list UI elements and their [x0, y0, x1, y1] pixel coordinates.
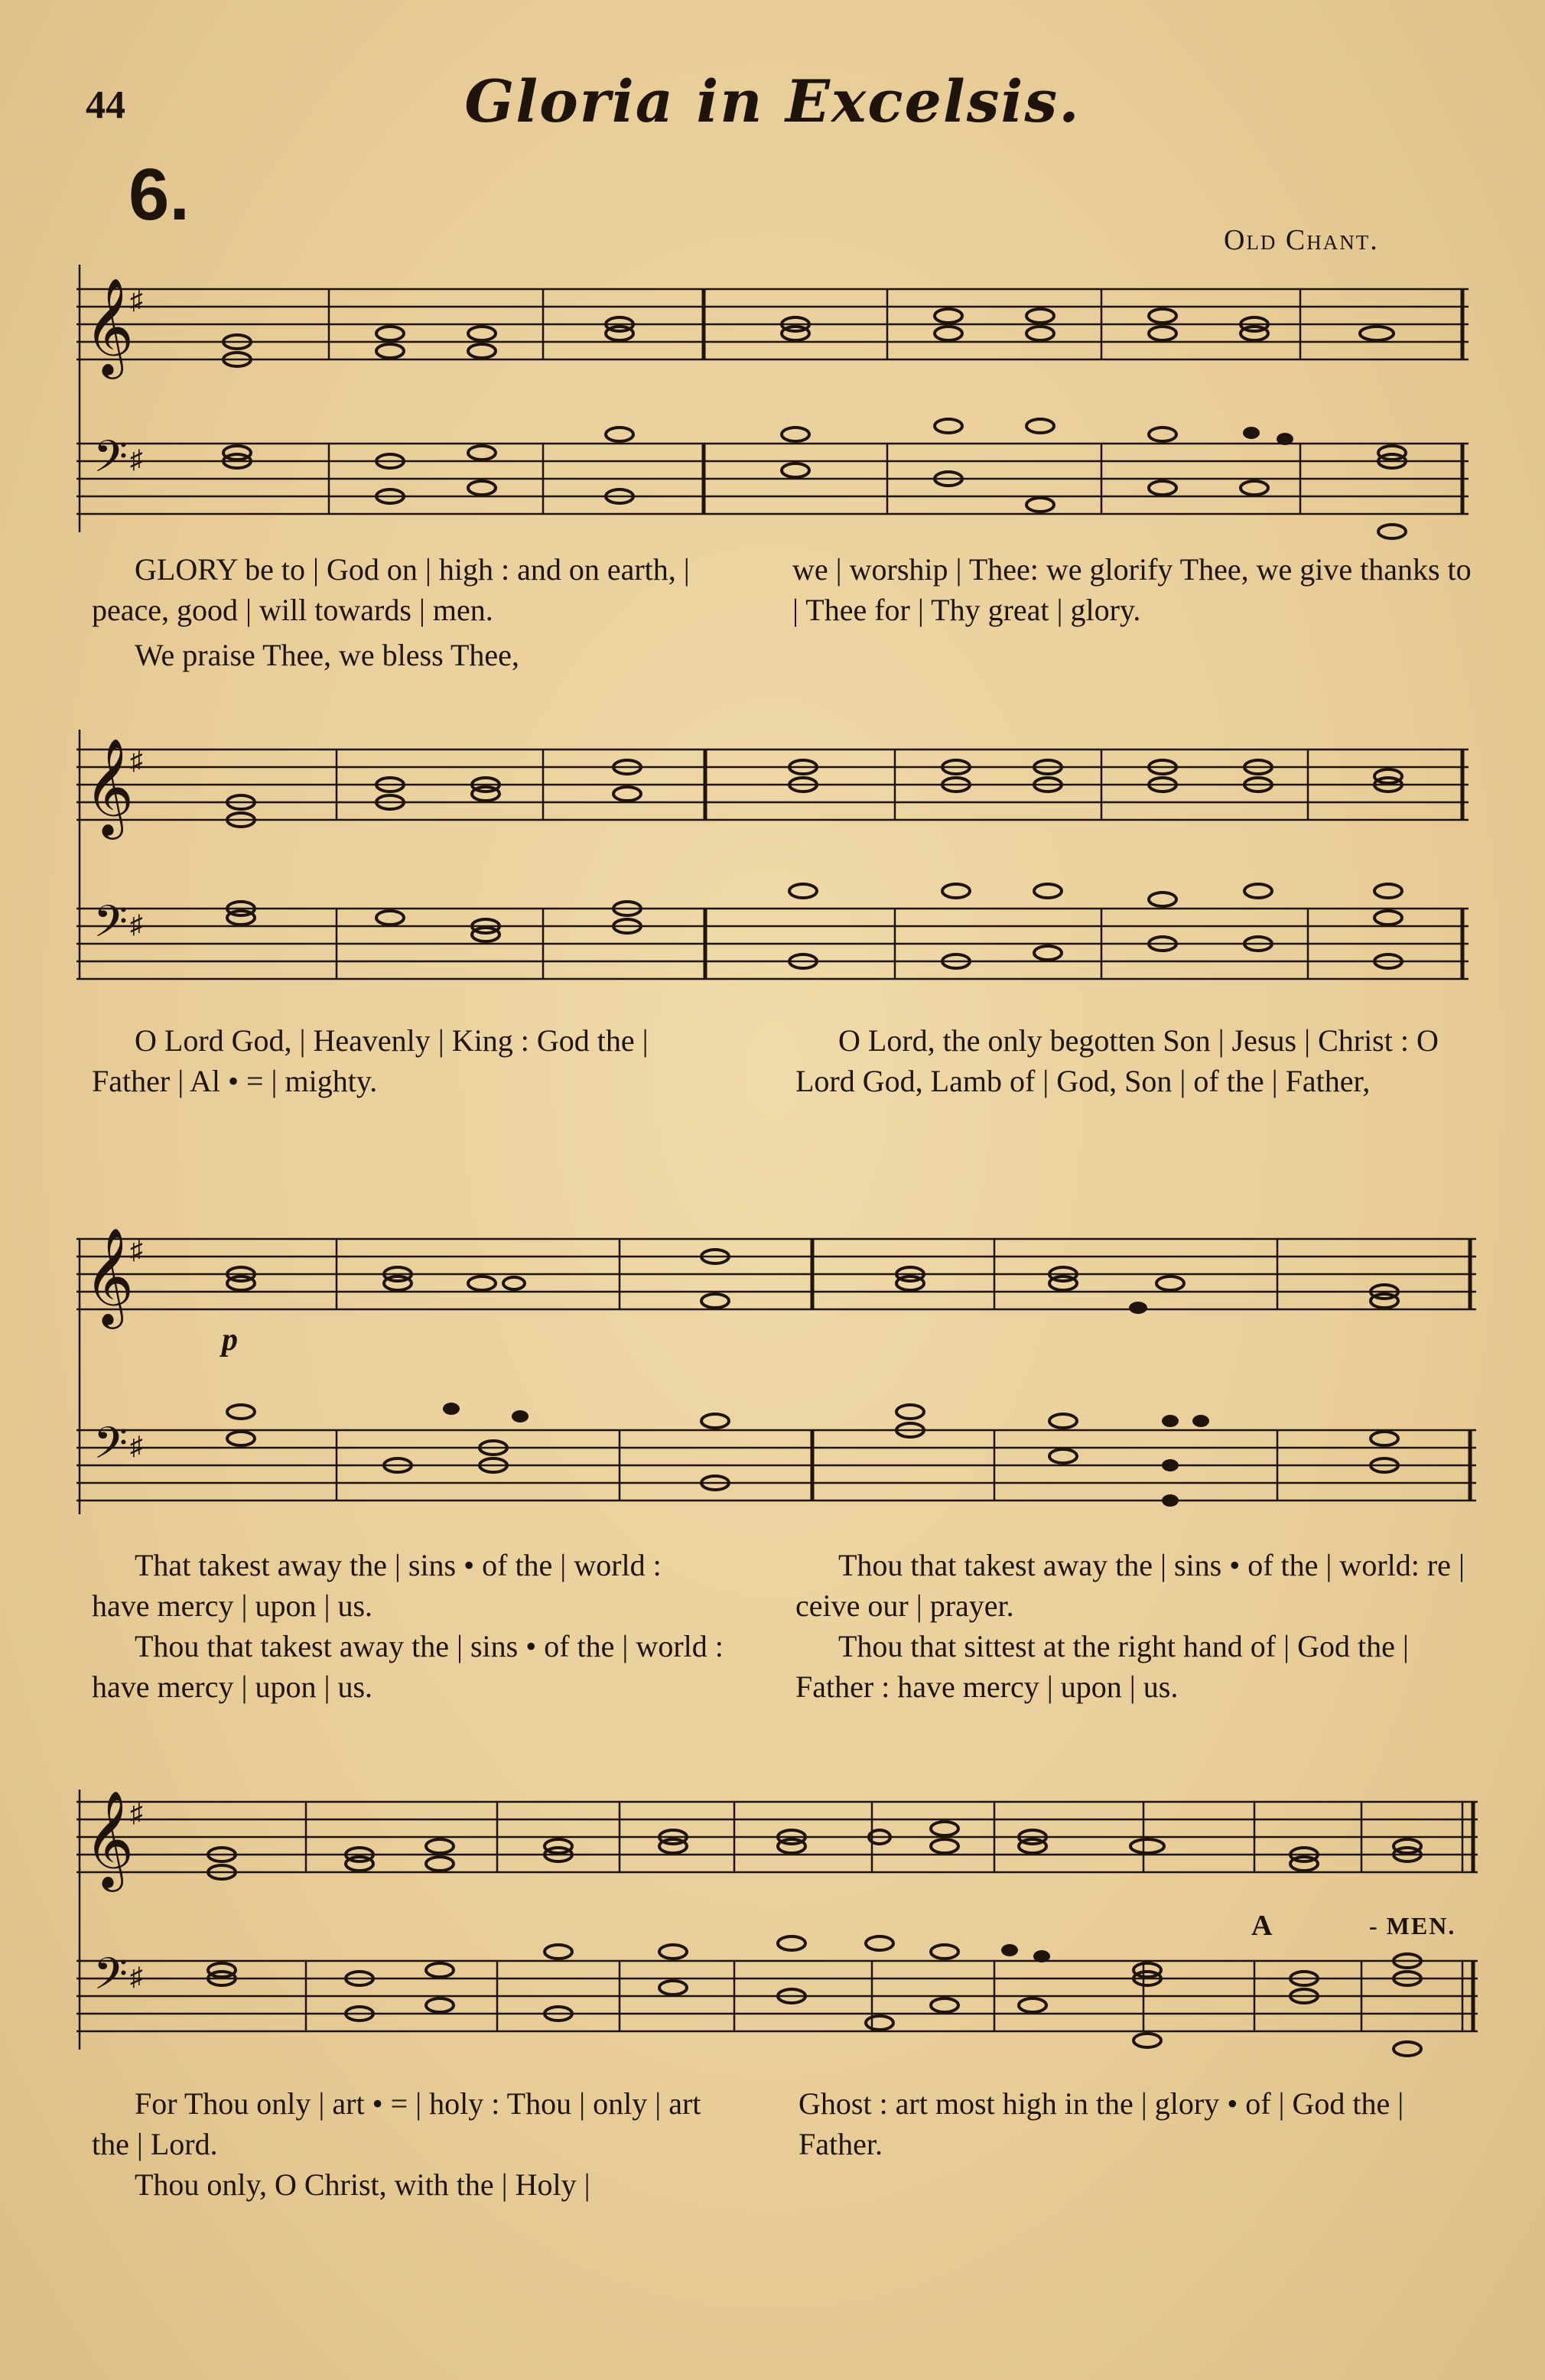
verse-line: That takest away the | sins • of the | world : have mercy | upon | us.: [92, 1548, 662, 1623]
svg-text:𝄞: 𝄞: [84, 1790, 135, 1887]
verse-text-1-left: [92, 549, 727, 675]
verse-text-2-left: [92, 1020, 727, 1101]
verse-text-4-left: [92, 2083, 727, 2205]
amen-syllable-men: - MEN.: [1369, 1912, 1456, 1939]
verse-line: Ghost : art most high in the | glory • of | God the | Father.: [799, 2086, 1404, 2161]
music-system-3: [76, 1208, 1484, 1530]
tune-name: Old Chant.: [1224, 224, 1379, 256]
verse-line: Thou that takest away the | sins • of the | world: re | ceive our | prayer.: [795, 1548, 1465, 1623]
verse-text-1-right: [792, 549, 1473, 630]
svg-text:𝄞: 𝄞: [84, 1227, 135, 1325]
verse-text-3-left: [92, 1545, 727, 1707]
verse-line: GLORY be to | God on | high : and on earth, | peace, good | will towards | men.: [92, 552, 690, 627]
music-system-2: [76, 727, 1476, 1017]
svg-text:♯: ♯: [130, 287, 143, 315]
page-title: Gloria in Excelsis.: [464, 67, 1081, 135]
verse-line: For Thou only | art • = | holy : Thou | only | art the | Lord.: [92, 2086, 701, 2161]
svg-text:𝄢: 𝄢: [93, 1948, 128, 2011]
verse-line: we | worship | Thee: we glorify Thee, we give thanks to | Thee for | Thy great | glory.: [792, 552, 1472, 627]
music-system-1: [76, 260, 1476, 543]
svg-text:♯: ♯: [130, 1432, 143, 1461]
svg-text:♯: ♯: [130, 1237, 143, 1265]
svg-text:♯: ♯: [130, 911, 143, 939]
verse-text-2-right: [795, 1020, 1469, 1101]
verse-text-4-right: [799, 2083, 1472, 2164]
music-system-4: [76, 1759, 1484, 2065]
svg-text:𝄢: 𝄢: [93, 431, 128, 493]
verse-line: We praise Thee, we bless Thee,: [135, 638, 519, 672]
verse-text-3-right: [795, 1545, 1469, 1707]
amen-syllable-a: A: [1251, 1910, 1273, 1942]
svg-text:𝄢: 𝄢: [93, 1417, 128, 1480]
dynamic-marking: p: [222, 1322, 238, 1357]
svg-text:♯: ♯: [130, 1800, 143, 1828]
page-number: 44: [86, 83, 125, 127]
verse-line: Thou that takest away the | sins • of the | world : have mercy | upon | us.: [92, 1629, 724, 1704]
verse-line: O Lord God, | Heavenly | King : God the | Father | Al • = | mighty.: [92, 1023, 649, 1098]
svg-text:♯: ♯: [130, 747, 143, 775]
svg-text:𝄢: 𝄢: [93, 896, 128, 958]
verse-line: Thou only, O Christ, with the | Holy |: [135, 2167, 590, 2202]
hymn-number: 6.: [128, 154, 190, 236]
svg-text:𝄞: 𝄞: [84, 737, 135, 835]
verse-line: O Lord, the only begotten Son | Jesus | Christ : O Lord God, Lamb of | God, Son | of the | Father,: [795, 1023, 1439, 1098]
svg-text:♯: ♯: [130, 1963, 143, 1991]
svg-text:♯: ♯: [130, 446, 143, 474]
verse-line: Thou that sittest at the right hand of | God the | Father : have mercy | upon | us.: [795, 1629, 1409, 1704]
svg-text:𝄞: 𝄞: [84, 277, 135, 375]
